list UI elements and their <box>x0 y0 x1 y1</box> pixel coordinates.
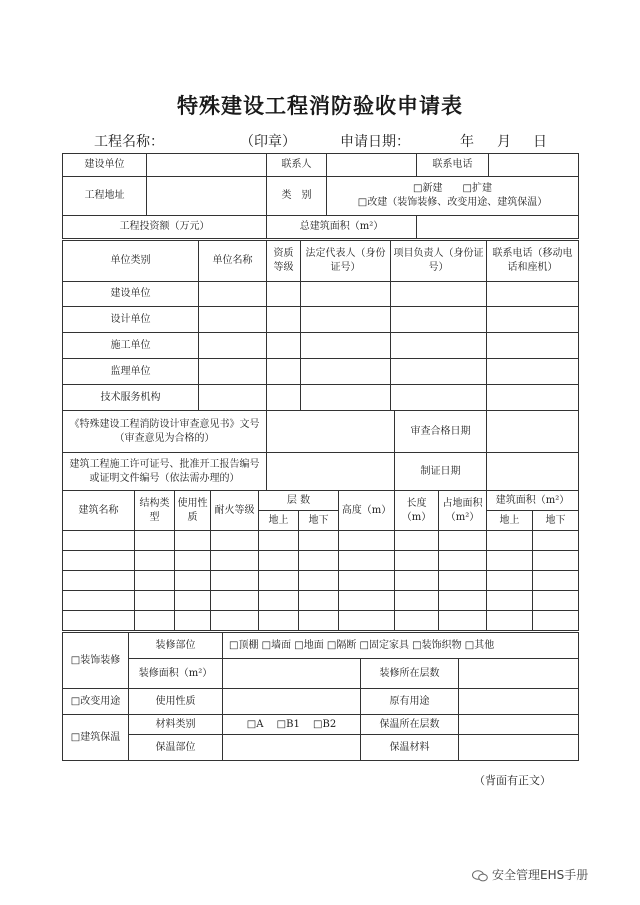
cell[interactable] <box>487 571 533 591</box>
contact-label: 联系人 <box>267 154 327 177</box>
cell[interactable] <box>395 551 439 571</box>
building-name-header: 建筑名称 <box>63 491 135 531</box>
cell[interactable] <box>211 591 259 611</box>
deco-floor-label: 装修所在层数 <box>361 659 459 689</box>
form-title: 特殊建设工程消防验收申请表 <box>177 93 463 118</box>
cell[interactable] <box>487 531 533 551</box>
floors-above-header: 地上 <box>259 511 299 531</box>
basic-info-table <box>62 153 579 239</box>
floors-header: 层 数 <box>259 491 339 511</box>
cell[interactable] <box>533 591 579 611</box>
cell[interactable] <box>211 571 259 591</box>
deco-part-label: 装修部位 <box>129 633 223 659</box>
month-label: 月 <box>497 134 511 150</box>
cell[interactable] <box>395 591 439 611</box>
fire-rating-header: 耐火等级 <box>211 491 259 531</box>
change-use-checkbox[interactable]: □改变用途 <box>63 689 129 715</box>
contact-field[interactable] <box>327 154 417 177</box>
unit-build: 建设单位 <box>63 282 199 307</box>
build-unit-label: 建设单位 <box>63 154 147 177</box>
table-row <box>63 591 579 611</box>
project-lead-header: 项目负责人（身份证号） <box>391 241 487 282</box>
cell[interactable] <box>391 359 487 385</box>
original-use-field[interactable] <box>459 689 579 715</box>
phone-label: 联系电话 <box>417 154 489 177</box>
units-table <box>62 240 579 411</box>
cell[interactable] <box>175 591 211 611</box>
permit-field[interactable] <box>267 453 395 491</box>
watermark-text: 安全管理EHS手册 <box>492 868 589 882</box>
cell[interactable] <box>299 531 339 551</box>
cell[interactable] <box>339 591 395 611</box>
total-area-label: 总建筑面积（m²） <box>267 216 417 239</box>
apply-date-label: 申请日期： <box>340 134 410 150</box>
structure-header: 结构类型 <box>135 491 175 531</box>
ins-material-field[interactable] <box>459 735 579 761</box>
deco-area-field[interactable] <box>223 659 361 689</box>
ins-part-field[interactable] <box>223 735 361 761</box>
cell[interactable] <box>135 531 175 551</box>
unit-construction: 施工单位 <box>63 333 199 359</box>
deco-floor-field[interactable] <box>459 659 579 689</box>
material-type-label: 材料类别 <box>129 715 223 735</box>
cell[interactable] <box>299 611 339 631</box>
cell[interactable] <box>339 611 395 631</box>
cell[interactable] <box>391 385 487 411</box>
cell[interactable] <box>533 571 579 591</box>
issue-date-label: 制证日期 <box>395 453 487 491</box>
contact-phone-header: 联系电话（移动电话和座机） <box>487 241 579 282</box>
material-options <box>223 715 361 735</box>
cell[interactable] <box>199 333 267 359</box>
cell[interactable] <box>63 611 135 631</box>
cell[interactable] <box>439 571 487 591</box>
review-date-label: 审查合格日期 <box>395 411 487 453</box>
floors-below-header: 地下 <box>299 511 339 531</box>
rebuild-checkbox[interactable]: □改建（装饰装修、改变用途、建筑保温） <box>357 197 548 208</box>
cell[interactable] <box>211 531 259 551</box>
area-below-header: 地下 <box>533 511 579 531</box>
watermark <box>472 866 588 883</box>
cell[interactable] <box>339 551 395 571</box>
insulation-checkbox[interactable]: □建筑保温 <box>63 715 129 761</box>
build-unit-field[interactable] <box>147 154 267 177</box>
expand-checkbox[interactable]: □扩建 <box>462 183 492 194</box>
original-use-label: 原有用途 <box>361 689 459 715</box>
issue-date-field[interactable] <box>487 453 579 491</box>
cell[interactable] <box>63 551 135 571</box>
special-items-table <box>62 632 579 761</box>
unit-design: 设计单位 <box>63 307 199 333</box>
decoration-checkbox[interactable]: □装饰装修 <box>63 633 129 689</box>
cell[interactable] <box>175 551 211 571</box>
cell[interactable] <box>267 282 301 307</box>
cell[interactable] <box>301 282 391 307</box>
deco-area-label: 装修面积（m²） <box>129 659 223 689</box>
cell[interactable] <box>439 611 487 631</box>
area-above-header: 地上 <box>487 511 533 531</box>
cell[interactable] <box>487 307 579 333</box>
total-area-field[interactable] <box>417 216 579 239</box>
length-header: 长度（m） <box>395 491 439 531</box>
unit-supervision: 监理单位 <box>63 359 199 385</box>
cell[interactable] <box>301 333 391 359</box>
cell[interactable] <box>439 551 487 571</box>
cell[interactable] <box>439 531 487 551</box>
cell[interactable] <box>487 333 579 359</box>
cell[interactable] <box>487 282 579 307</box>
cell[interactable] <box>211 611 259 631</box>
cell[interactable] <box>199 385 267 411</box>
cell[interactable] <box>175 531 211 551</box>
cell[interactable] <box>391 307 487 333</box>
ins-floor-label: 保温所在层数 <box>361 715 459 735</box>
cell[interactable] <box>391 333 487 359</box>
table-row <box>63 551 579 571</box>
cell[interactable] <box>63 571 135 591</box>
use-nature-field[interactable] <box>223 689 361 715</box>
cell[interactable] <box>199 359 267 385</box>
mat-b1-checkbox[interactable]: □B1 <box>276 718 300 730</box>
permit-label: 建筑工程施工许可证号、批准开工报告编号或证明文件编号（依法需办理的） <box>63 453 267 491</box>
cell[interactable] <box>395 611 439 631</box>
cell[interactable] <box>487 611 533 631</box>
unit-tech-service: 技术服务机构 <box>63 385 199 411</box>
cell[interactable] <box>259 611 299 631</box>
day-label: 日 <box>533 134 547 150</box>
cell[interactable] <box>533 531 579 551</box>
area-header: 建筑面积（m²） <box>487 491 579 511</box>
cell[interactable] <box>391 282 487 307</box>
mat-b2-checkbox[interactable]: □B2 <box>313 718 337 730</box>
table-row <box>63 611 579 631</box>
cell[interactable] <box>533 611 579 631</box>
cell[interactable] <box>395 531 439 551</box>
use-nature-label: 使用性质 <box>129 689 223 715</box>
usage-header: 使用性质 <box>175 491 211 531</box>
design-doc-label: 《特殊建设工程消防设计审查意见书》文号（审查意见为合格的） <box>63 411 267 453</box>
project-name-label: 工程名称： <box>94 134 164 150</box>
cell[interactable] <box>259 551 299 571</box>
cell[interactable] <box>487 591 533 611</box>
wechat-icon <box>472 870 488 882</box>
cell[interactable] <box>487 385 579 411</box>
phone-field[interactable] <box>489 154 579 177</box>
cell[interactable] <box>339 571 395 591</box>
address-label: 工程地址 <box>63 177 147 216</box>
cell[interactable] <box>439 591 487 611</box>
cell[interactable] <box>267 359 301 385</box>
ins-part-label: 保温部位 <box>129 735 223 761</box>
deco-part-options[interactable]: □顶棚 □墙面 □地面 □隔断 □固定家具 □装饰织物 □其他 <box>223 633 579 659</box>
cell[interactable] <box>259 531 299 551</box>
cell[interactable] <box>63 531 135 551</box>
cell[interactable] <box>301 385 391 411</box>
legal-rep-header: 法定代表人（身份证号） <box>301 241 391 282</box>
cell[interactable] <box>63 591 135 611</box>
category-options <box>327 177 579 216</box>
cell[interactable] <box>487 359 579 385</box>
cell[interactable] <box>135 571 175 591</box>
cell[interactable] <box>135 591 175 611</box>
cell[interactable] <box>301 359 391 385</box>
back-page-note: （背面有正文） <box>474 774 551 787</box>
building-table <box>62 490 579 631</box>
cell[interactable] <box>211 551 259 571</box>
unit-name-header: 单位名称 <box>199 241 267 282</box>
cell[interactable] <box>339 531 395 551</box>
seal-label: （印章） <box>240 134 296 150</box>
cell[interactable] <box>267 333 301 359</box>
new-checkbox[interactable]: □新建 <box>413 183 443 194</box>
height-header: 高度（m） <box>339 491 395 531</box>
cell[interactable] <box>487 551 533 571</box>
year-label: 年 <box>460 134 474 150</box>
category-label: 类 别 <box>267 177 327 216</box>
cell[interactable] <box>267 385 301 411</box>
cell[interactable] <box>199 282 267 307</box>
cell[interactable] <box>175 611 211 631</box>
cell[interactable] <box>395 571 439 591</box>
ins-material-label: 保温材料 <box>361 735 459 761</box>
table-row <box>63 571 579 591</box>
cell[interactable] <box>135 611 175 631</box>
cell[interactable] <box>259 571 299 591</box>
cell[interactable] <box>533 551 579 571</box>
cell[interactable] <box>299 571 339 591</box>
cell[interactable] <box>175 571 211 591</box>
design-doc-field[interactable] <box>267 411 395 453</box>
ins-floor-field[interactable] <box>459 715 579 735</box>
address-field[interactable] <box>147 177 267 216</box>
documents-table <box>62 410 579 491</box>
cell[interactable] <box>199 307 267 333</box>
qualification-header: 资质等级 <box>267 241 301 282</box>
footprint-header: 占地面积（m²） <box>439 491 487 531</box>
cell[interactable] <box>267 307 301 333</box>
cell[interactable] <box>301 307 391 333</box>
cell[interactable] <box>299 551 339 571</box>
cell[interactable] <box>299 591 339 611</box>
cell[interactable] <box>135 551 175 571</box>
investment-label: 工程投资额（万元） <box>63 216 267 239</box>
cell[interactable] <box>259 591 299 611</box>
review-date-field[interactable] <box>487 411 579 453</box>
table-row <box>63 531 579 551</box>
unit-type-header: 单位类别 <box>63 241 199 282</box>
mat-a-checkbox[interactable]: □A <box>246 718 264 730</box>
